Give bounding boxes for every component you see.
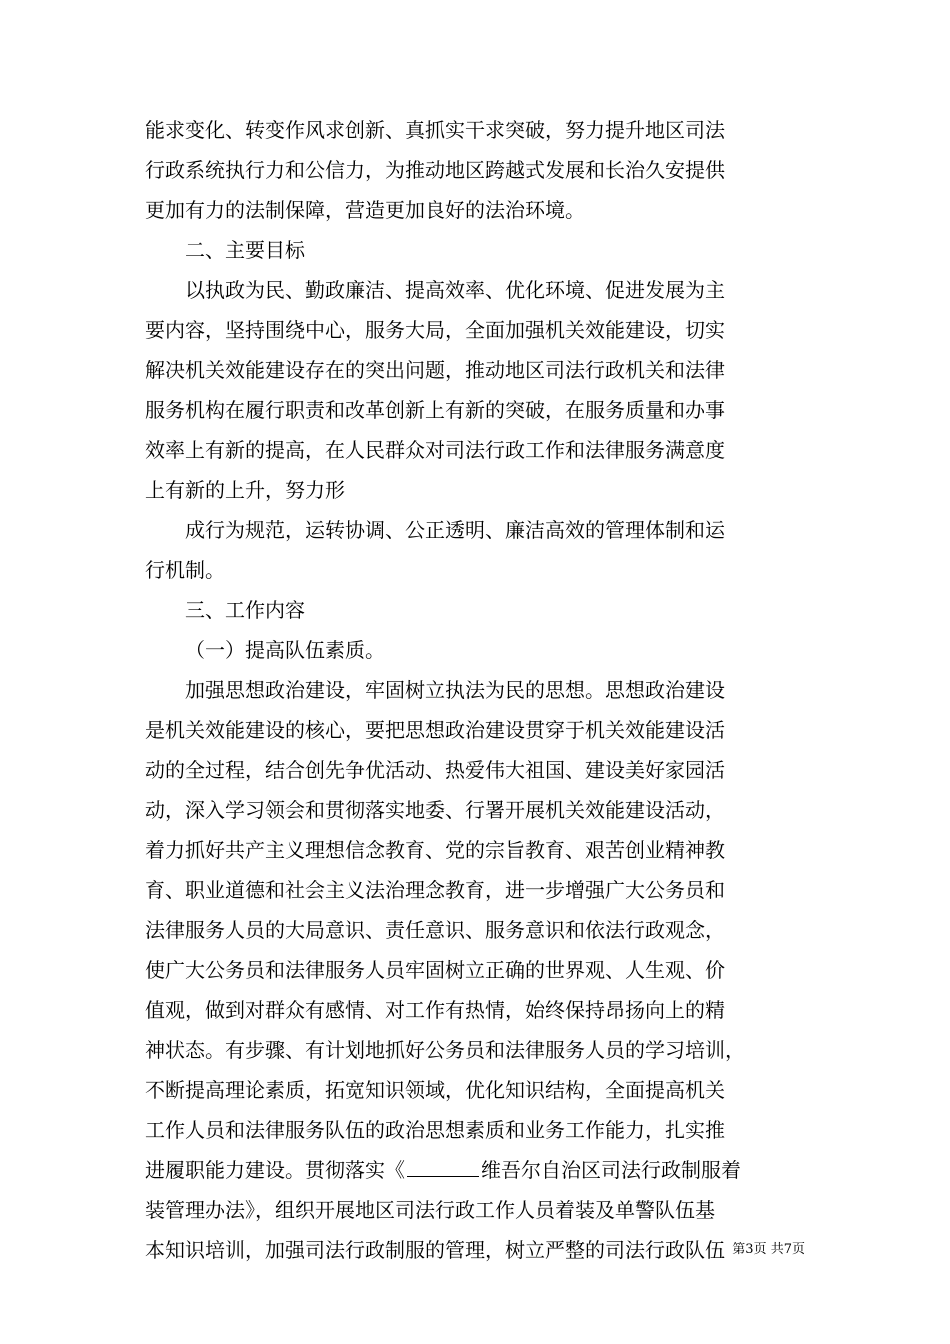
paragraph-line: 神状态。有步骤、有计划地抓好公务员和法律服务人员的学习培训， — [145, 1038, 745, 1062]
paragraph-line: 上有新的上升，努力形 — [145, 478, 345, 502]
page-number-footer — [0, 1241, 805, 1259]
paragraph-line: 工作人员和法律服务队伍的政治思想素质和业务工作能力，扎实推 — [145, 1118, 725, 1142]
paragraph-line: 不断提高理论素质，拓宽知识领域，优化知识结构，全面提高机关 — [145, 1078, 725, 1102]
paragraph-line: 法律服务人员的大局意识、责任意识、服务意识和依法行政观念， — [145, 918, 725, 942]
paragraph-line: 能求变化、转变作风求创新、真抓实干求突破，努力提升地区司法 — [145, 118, 725, 142]
section-heading: 三、工作内容 — [185, 598, 305, 622]
paragraph-line: 以执政为民、勤政廉洁、提高效率、优化环境、促进发展为主 — [185, 278, 725, 302]
paragraph-line: 服务机构在履行职责和改革创新上有新的突破，在服务质量和办事 — [145, 398, 725, 422]
paragraph-line: 育、职业道德和社会主义法治理念教育，进一步增强广大公务员和 — [145, 878, 725, 902]
document-body — [145, 110, 825, 1270]
subsection-heading: （一）提高队伍素质。 — [185, 638, 385, 662]
paragraph-line — [145, 1150, 825, 1190]
paragraph-line: 使广大公务员和法律服务人员牢固树立正确的世界观、人生观、价 — [145, 958, 725, 982]
paragraph-line: 值观，做到对群众有感情、对工作有热情，始终保持昂扬向上的精 — [145, 998, 725, 1022]
page-current: 3 — [745, 1242, 754, 1257]
paragraph-line: 行机制。 — [145, 558, 225, 582]
paragraph-line: 着力抓好共产主义理想信念教育、党的宗旨教育、艰苦创业精神教 — [145, 838, 725, 862]
page-prefix: 第 — [732, 1242, 746, 1257]
line-text-after-blank: 维吾尔自治区司法行政制服着 — [481, 1158, 741, 1182]
paragraph-line: 效率上有新的提高，在人民群众对司法行政工作和法律服务满意度 — [145, 438, 725, 462]
paragraph-line: 动，深入学习领会和贯彻落实地委、行署开展机关效能建设活动， — [145, 798, 725, 822]
page-mid: 页 共 — [753, 1242, 784, 1257]
paragraph-line: 加强思想政治建设，牢固树立执法为民的思想。思想政治建设 — [185, 678, 725, 702]
paragraph-line: 解决机关效能建设存在的突出问题，推动地区司法行政机关和法律 — [145, 358, 725, 382]
fill-in-blank — [407, 1160, 479, 1177]
paragraph-line: 装管理办法》，组织开展地区司法行政工作人员着装及单警队伍基 — [145, 1198, 715, 1222]
paragraph-line: 动的全过程，结合创先争优活动、热爱伟大祖国、建设美好家园活 — [145, 758, 725, 782]
section-heading: 二、主要目标 — [185, 238, 305, 262]
page-suffix: 页 — [791, 1242, 805, 1257]
paragraph-line: 行政系统执行力和公信力，为推动地区跨越式发展和长治久安提供 — [145, 158, 725, 182]
paragraph-line: 是机关效能建设的核心，要把思想政治建设贯穿于机关效能建设活 — [145, 718, 725, 742]
paragraph-line: 要内容，坚持围绕中心，服务大局，全面加强机关效能建设，切实 — [145, 318, 725, 342]
page-total: 7 — [783, 1242, 792, 1257]
paragraph-line: 本知识培训，加强司法行政制服的管理，树立严整的司法行政队伍 — [145, 1238, 725, 1262]
paragraph-line: 成行为规范，运转协调、公正透明、廉洁高效的管理体制和运 — [185, 518, 725, 542]
paragraph-line: 更加有力的法制保障，营造更加良好的法治环境。 — [145, 198, 585, 222]
line-text-before-blank: 进履职能力建设。贯彻落实《 — [145, 1158, 405, 1182]
